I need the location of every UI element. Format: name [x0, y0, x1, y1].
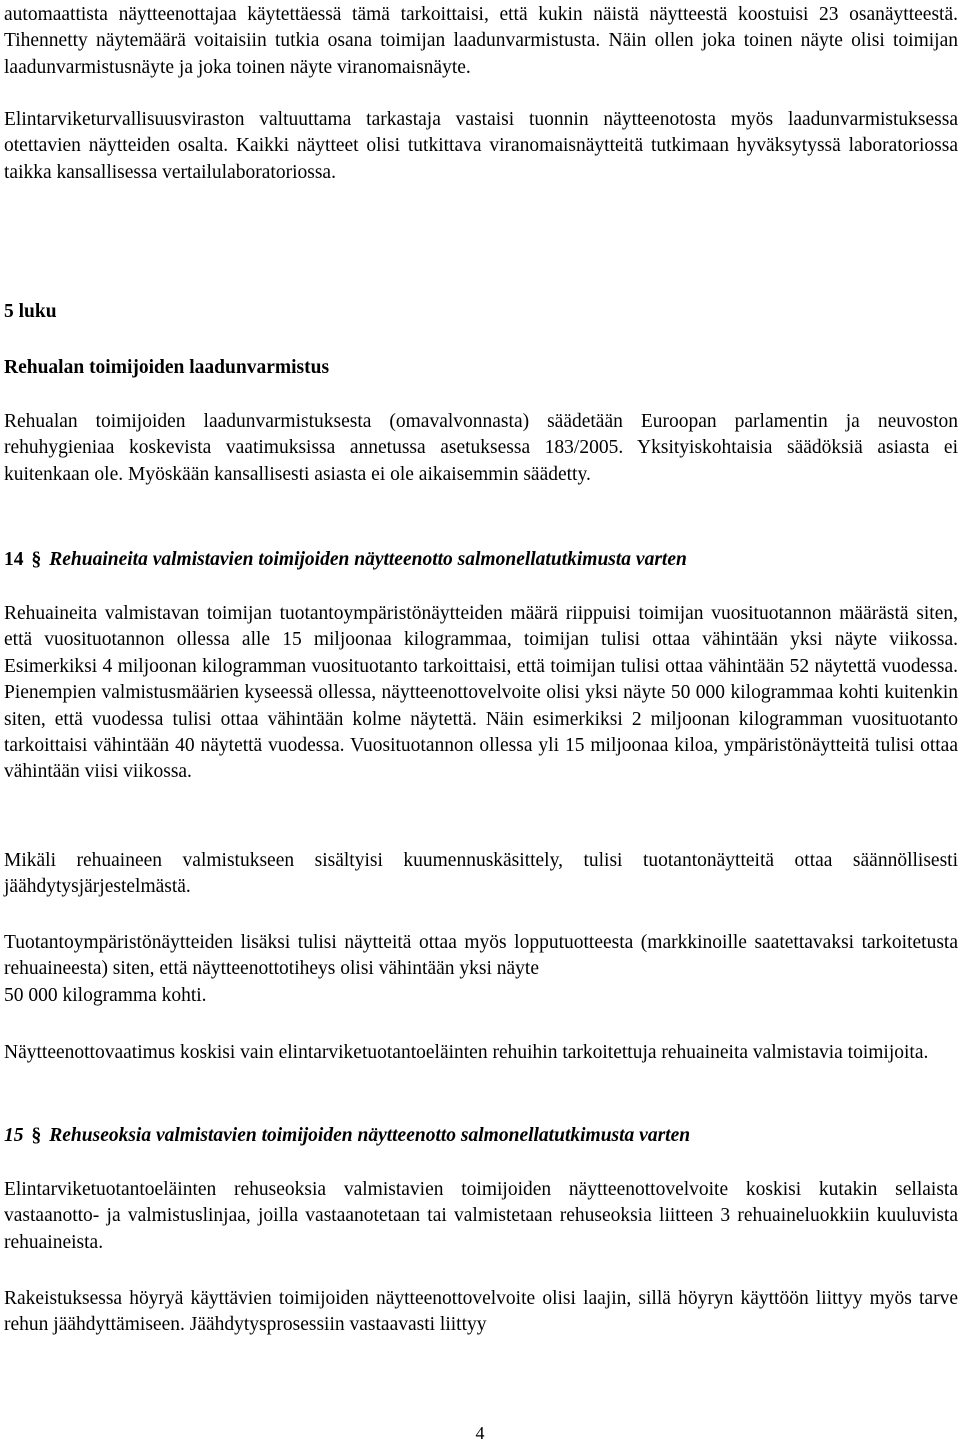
paragraph-requirement-scope: Näytteenottovaatimus koskisi vain elintarviketuotantoeläinten rehuihin tarkoitettuja rehuaineita valmistavia toimijoita.: [4, 1042, 929, 1063]
section-heading-14: [4, 546, 958, 573]
chapter-title: Rehualan toimijoiden laadunvarmistus: [4, 357, 330, 378]
section-number: 15: [4, 1125, 24, 1146]
section-heading-15: [4, 1122, 958, 1149]
section-title: Rehuaineita valmistavien toimijoiden näytteenotto salmonellatutkimusta varten: [49, 549, 687, 570]
paragraph-end-product-sampling: [4, 930, 958, 1009]
paragraph-import-sampling: Elintarviketurvallisuusviraston valtuuttama tarkastaja vastaisi tuonnin näytteenotosta myös laadunvarmistuksessa otettavien näytteiden osalta. Kaikki näytteet olisi tutkittava viranomaisnäytteitä tutkimaan hyväksytyssä laboratoriossa taikka kansallisessa vertailulaboratoriossa.: [4, 109, 958, 183]
section-number: 14: [4, 549, 24, 570]
section-sign: §: [31, 548, 42, 570]
paragraph-feed-material-samples: Rehuaineita valmistavan toimijan tuotantoympäristönäytteiden määrä riippuisi toimijan vuosituotannon määrästä siten, että vuosituotannon ollessa alle 15 miljoonaa kilogrammaa, toimijan tulisi ottaa vähintään yksi näyte viikossa. Esimerkiksi 4 miljoonan kilogramman vuosituotanto tarkoittaisi, että toimijan tulisi ottaa vähintään 52 näytettä vuodessa. Pienempien valmistusmäärien kyseessä ollessa, näytteenottovelvoite olisi yksi näyte 50 000 kilogrammaa kohti kuitenkin siten, että vuodessa tulisi ottaa vähintään kolme näytettä. Näin esimerkiksi 2 miljoonan kilogramman vuosituotanto tarkoittaisi vähintään 40 näytettä vuodessa. Vuosituotannon ollessa yli 15 miljoonaa kiloa, ympäristönäytteitä tulisi ottaa vähintään viisi viikossa.: [4, 603, 958, 783]
paragraph-heat-treatment: Mikäli rehuaineen valmistukseen sisältyisi kuumennuskäsittely, tulisi tuotantonäytteitä ottaa säännöllisesti jäähdytysjärjestelmästä.: [4, 850, 958, 898]
paragraph-compound-feed-lines: Elintarviketuotantoeläinten rehuseoksia valmistavien toimijoiden näytteenottovelvoite koskisi kutakin sellaista vastaanotto- ja valmistuslinjaa, joilla vastaanotetaan tai valmistetaan rehuseoksia liitteen 3 rehuaineluokkiin kuuluvista rehuaineista.: [4, 1179, 958, 1253]
paragraph-line: 50 000 kilogramma kohti.: [4, 984, 207, 1006]
paragraph-feed-quality-assurance: Rehualan toimijoiden laadunvarmistuksesta (omavalvonnasta) säädetään Euroopan parlamentin ja neuvoston rehuhygieniaa koskevista vaatimuksissa annetussa asetuksessa 183/2005. Yksityiskohtaisia säädöksiä asiasta ei kuitenkaan ole. Myöskään kansallisesti asiasta ei ole aikaisemmin säädetty.: [4, 411, 958, 485]
chapter-number: 5 luku: [4, 301, 57, 322]
section-title: Rehuseoksia valmistavien toimijoiden näytteenotto salmonellatutkimusta varten: [49, 1125, 691, 1146]
paragraph-sampling-frequency: automaattista näytteenottajaa käytettäessä tämä tarkoittaisi, että kukin näistä näytteestä koostuisi 23 osanäytteestä. Tihennetty näytemäärä voitaisiin tutkia osana toimijan laadunvarmistusta. Näin ollen joka toinen näyte olisi toimijan laadunvarmistusnäyte ja joka toinen näyte viranomaisnäyte.: [4, 4, 958, 78]
paragraph-pelleting-steam: Rakeistuksessa höyryä käyttävien toimijoiden näytteenottovelvoite olisi laajin, sillä höyryn käyttöön liittyy myös tarve rehun jäähdyttämiseen. Jäähdytysprosessiin vastaavasti liittyy: [4, 1288, 958, 1336]
section-sign: §: [31, 1124, 42, 1146]
paragraph-line: Tuotantoympäristönäytteiden lisäksi tulisi näytteitä ottaa myös lopputuotteesta (markkinoille saatettavaksi tarkoitetusta rehuaineesta) siten, että näytteenottotiheys olisi vähintään yksi näyte: [4, 932, 958, 980]
page-number: 4: [475, 1423, 485, 1443]
